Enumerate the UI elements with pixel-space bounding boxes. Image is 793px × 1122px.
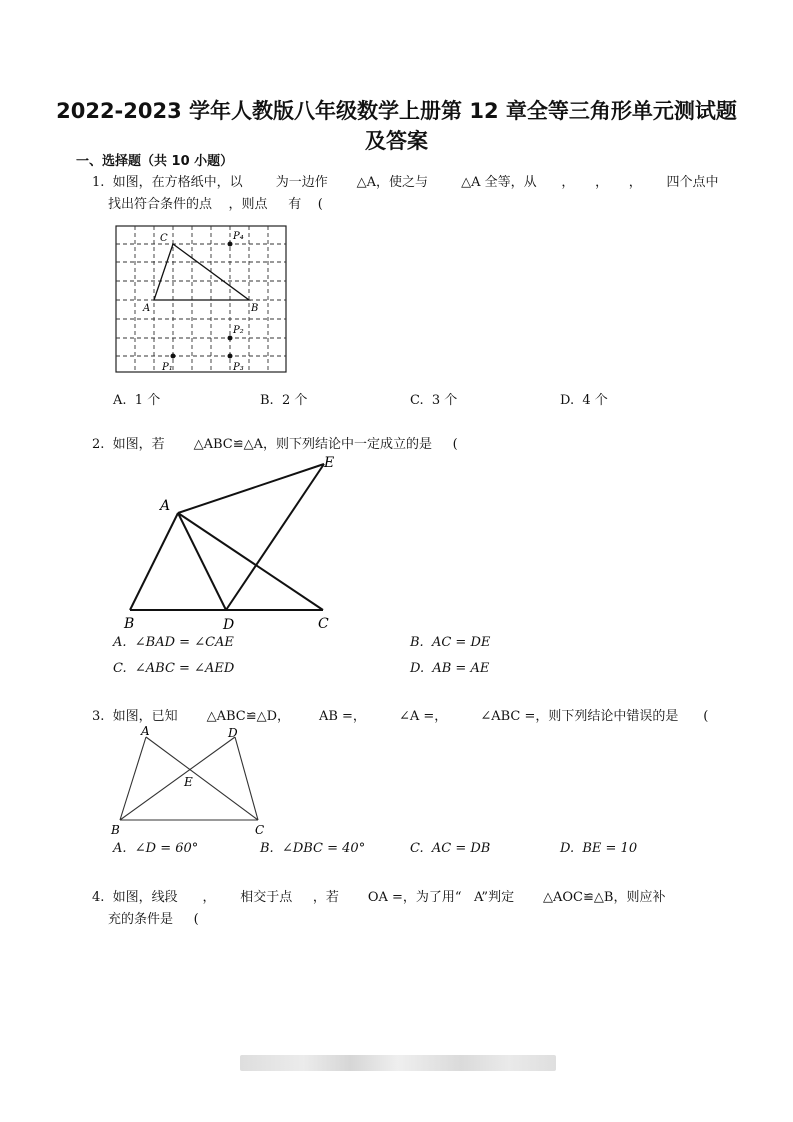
q3-label-a: A (141, 724, 150, 738)
q3-line-1: 3. 如图，已知 △ABC≌△D， AB =， ∠A =， ∠ABC =，则下列结论中错误的是 ( (92, 709, 709, 724)
q2-label-d: D (223, 617, 235, 633)
q2-line-1: 2. 如图，若 △ABC≌△A，则下列结论中一定成立的是 ( (92, 437, 458, 452)
q3-option-a: A. ∠D = 60° (113, 841, 199, 856)
q2-option-d: D. AB = AE (410, 661, 490, 676)
q1-label-b: B (251, 303, 259, 314)
q3-option-d: D. BE = 10 (560, 841, 638, 856)
q1-label-p4: P₄ (233, 231, 244, 242)
title-line-2: 及答案 (365, 129, 428, 153)
title-line-1: 2022-2023 学年人教版八年级数学上册第 12 章全等三角形单元测试题 (56, 99, 737, 123)
q4-line-2: 充的条件是 ( (108, 912, 199, 927)
q1-option-b: B. 2 个 (260, 393, 308, 408)
q2-option-c: C. ∠ABC = ∠AED (113, 661, 235, 676)
q1-option-c: C. 3 个 (410, 393, 458, 408)
q3-option-c: C. AC = DB (410, 841, 491, 856)
q1-label-p3: P₃ (233, 362, 244, 373)
q1-label-p1: P₁ (162, 362, 173, 373)
q1-line-1: 1. 如图，在方格纸中，以 为一边作 △A，使之与 △A 全等，从 ， ， ， 四个点中 (92, 175, 719, 190)
q3-label-b: B (111, 823, 120, 837)
q3-figure (108, 724, 273, 839)
q3-label-e: E (184, 775, 193, 789)
q3-label-c: C (255, 823, 265, 837)
q1-label-p2: P₂ (233, 325, 244, 336)
q3-label-d: D (228, 726, 238, 740)
q1-grid-figure (110, 220, 295, 380)
q2-option-b: B. AC = DE (410, 635, 491, 650)
q4-line-1: 4. 如图，线段 ， 相交于点 ，若 OA =，为了用“ A”判定 △AOC≌△B，则应补 (92, 890, 666, 905)
q2-label-b: B (124, 616, 135, 632)
blurred-footer-watermark (240, 1055, 556, 1071)
q2-option-a: A. ∠BAD = ∠CAE (113, 635, 234, 650)
q2-label-a: A (160, 498, 171, 514)
section-heading: 一、选择题（共 10 小题） (76, 154, 234, 169)
q1-option-a: A. 1 个 (113, 393, 161, 408)
q2-label-e: E (324, 455, 335, 471)
q1-line-2: 找出符合条件的点 ，则点 有 ( (108, 197, 323, 212)
q1-label-c: C (160, 233, 168, 244)
q1-label-a: A (143, 303, 151, 314)
q1-option-d: D. 4 个 (560, 393, 608, 408)
q3-option-b: B. ∠DBC = 40° (260, 841, 366, 856)
page-title (40, 96, 753, 156)
q2-figure (118, 452, 348, 634)
q2-label-c: C (318, 616, 329, 632)
